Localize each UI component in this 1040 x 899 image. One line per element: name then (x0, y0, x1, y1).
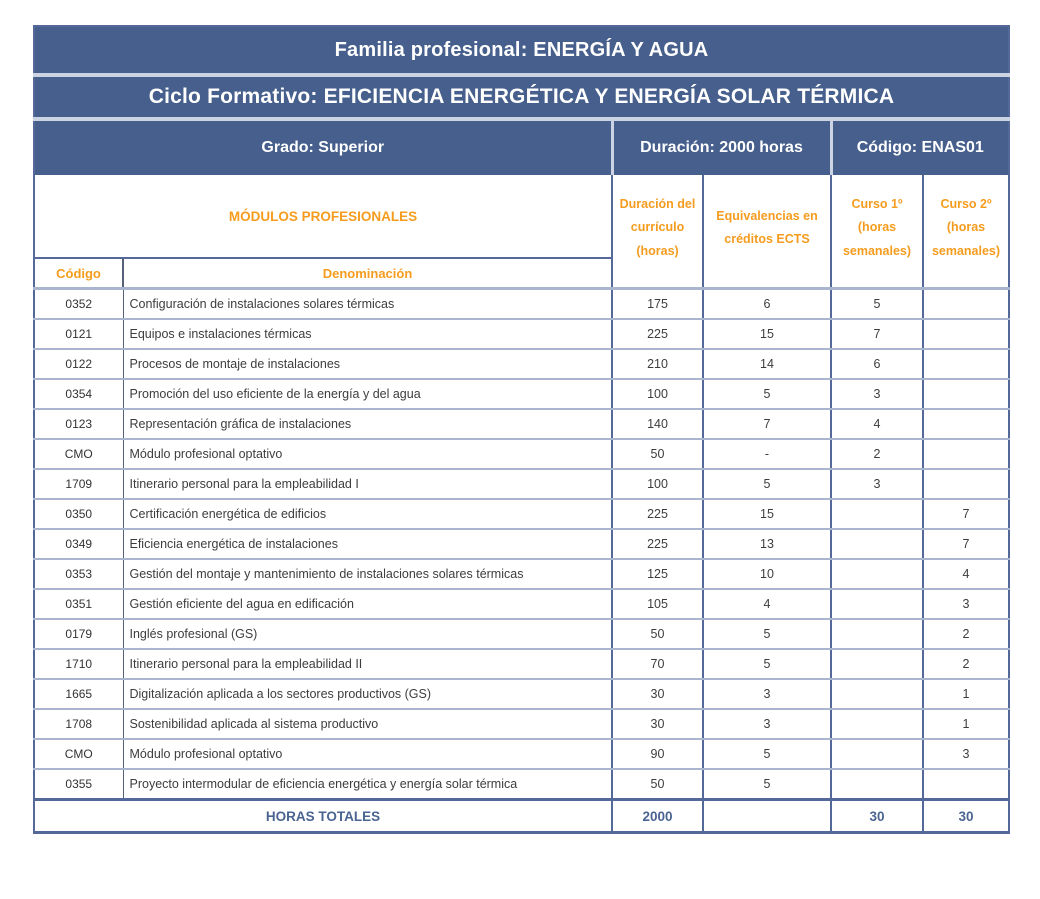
col-header-denominacion: Denominación (123, 258, 612, 289)
cell-denominacion: Itinerario personal para la empleabilidad I (123, 469, 612, 499)
cell-ects: 15 (703, 319, 831, 349)
col-header-curso2: Curso 2º (horas semanales) (923, 175, 1009, 289)
cell-ects: 5 (703, 769, 831, 800)
table-row (34, 679, 1009, 709)
cell-codigo: 0355 (34, 769, 123, 800)
cell-ects: - (703, 439, 831, 469)
cell-denominacion: Sostenibilidad aplicada al sistema productivo (123, 709, 612, 739)
curriculum-table (33, 25, 1010, 834)
cell-duracion: 140 (612, 409, 703, 439)
cell-denominacion: Promoción del uso eficiente de la energía y del agua (123, 379, 612, 409)
cell-denominacion: Configuración de instalaciones solares térmicas (123, 289, 612, 320)
cell-curso2 (923, 289, 1009, 320)
cell-denominacion: Digitalización aplicada a los sectores productivos (GS) (123, 679, 612, 709)
cell-curso1: 3 (831, 469, 923, 499)
table-row (34, 739, 1009, 769)
cell-curso2: 7 (923, 529, 1009, 559)
cell-curso1 (831, 769, 923, 800)
cell-ects: 4 (703, 589, 831, 619)
duracion-total-cell: Duración: 2000 horas (612, 119, 831, 175)
cell-denominacion: Itinerario personal para la empleabilidad II (123, 649, 612, 679)
cell-curso1 (831, 679, 923, 709)
table-row (34, 649, 1009, 679)
cell-ects: 10 (703, 559, 831, 589)
table-row (34, 559, 1009, 589)
cell-codigo: CMO (34, 739, 123, 769)
cell-denominacion: Eficiencia energética de instalaciones (123, 529, 612, 559)
cell-denominacion: Módulo profesional optativo (123, 439, 612, 469)
table-row (34, 529, 1009, 559)
cell-curso1: 5 (831, 289, 923, 320)
cell-ects: 13 (703, 529, 831, 559)
cell-duracion: 225 (612, 529, 703, 559)
cell-codigo: CMO (34, 439, 123, 469)
cell-duracion: 90 (612, 739, 703, 769)
cell-curso1 (831, 529, 923, 559)
col-header-codigo: Código (34, 258, 123, 289)
table-row (34, 709, 1009, 739)
cell-curso1 (831, 499, 923, 529)
cell-curso2: 3 (923, 589, 1009, 619)
cell-curso2 (923, 379, 1009, 409)
cell-ects: 15 (703, 499, 831, 529)
cell-curso1 (831, 739, 923, 769)
cell-duracion: 105 (612, 589, 703, 619)
cell-duracion: 50 (612, 439, 703, 469)
cell-ects: 5 (703, 649, 831, 679)
table-row (34, 589, 1009, 619)
cell-curso2: 1 (923, 679, 1009, 709)
table-row (34, 469, 1009, 499)
cell-denominacion: Gestión del montaje y mantenimiento de instalaciones solares térmicas (123, 559, 612, 589)
cell-ects: 3 (703, 709, 831, 739)
cell-duracion: 50 (612, 769, 703, 800)
total-curso2: 30 (923, 800, 1009, 833)
cell-duracion: 30 (612, 679, 703, 709)
cell-denominacion: Módulo profesional optativo (123, 739, 612, 769)
cell-codigo: 0351 (34, 589, 123, 619)
cell-denominacion: Representación gráfica de instalaciones (123, 409, 612, 439)
cell-curso1 (831, 619, 923, 649)
table-row (34, 409, 1009, 439)
cell-curso1: 2 (831, 439, 923, 469)
horas-totales-label: HORAS TOTALES (34, 800, 612, 833)
cell-denominacion: Equipos e instalaciones térmicas (123, 319, 612, 349)
cell-curso2: 2 (923, 619, 1009, 649)
cell-ects: 3 (703, 679, 831, 709)
cell-curso2 (923, 409, 1009, 439)
cell-codigo: 0349 (34, 529, 123, 559)
modulos-profesionales-header: MÓDULOS PROFESIONALES (34, 175, 612, 258)
total-curso1: 30 (831, 800, 923, 833)
total-ects (703, 800, 831, 833)
total-duracion: 2000 (612, 800, 703, 833)
table-row (34, 499, 1009, 529)
cell-codigo: 1710 (34, 649, 123, 679)
cell-ects: 5 (703, 469, 831, 499)
cell-duracion: 175 (612, 289, 703, 320)
col-header-ects: Equivalencias en créditos ECTS (703, 175, 831, 289)
cell-ects: 5 (703, 619, 831, 649)
cell-curso2 (923, 319, 1009, 349)
cell-curso2: 4 (923, 559, 1009, 589)
cell-ects: 5 (703, 739, 831, 769)
cell-curso1 (831, 649, 923, 679)
cell-curso1 (831, 709, 923, 739)
cell-denominacion: Inglés profesional (GS) (123, 619, 612, 649)
cell-denominacion: Proyecto intermodular de eficiencia energética y energía solar térmica (123, 769, 612, 800)
table-row (34, 349, 1009, 379)
familia-profesional-title: Familia profesional: ENERGÍA Y AGUA (34, 26, 1009, 75)
col-header-curso1: Curso 1º (horas semanales) (831, 175, 923, 289)
cell-curso1: 4 (831, 409, 923, 439)
cell-curso2 (923, 439, 1009, 469)
cell-ects: 6 (703, 289, 831, 320)
cell-denominacion: Certificación energética de edificios (123, 499, 612, 529)
cell-denominacion: Gestión eficiente del agua en edificación (123, 589, 612, 619)
cell-codigo: 0179 (34, 619, 123, 649)
cell-curso2: 3 (923, 739, 1009, 769)
cell-curso1 (831, 589, 923, 619)
table-row (34, 379, 1009, 409)
cell-curso2: 1 (923, 709, 1009, 739)
table-row (34, 289, 1009, 320)
cell-duracion: 70 (612, 649, 703, 679)
cell-duracion: 210 (612, 349, 703, 379)
cell-curso2: 2 (923, 649, 1009, 679)
cell-duracion: 225 (612, 319, 703, 349)
cell-curso1 (831, 559, 923, 589)
cell-duracion: 125 (612, 559, 703, 589)
col-header-duracion: Duración del currículo (horas) (612, 175, 703, 289)
cell-curso2 (923, 469, 1009, 499)
cell-codigo: 1665 (34, 679, 123, 709)
cell-ects: 7 (703, 409, 831, 439)
cell-curso1: 6 (831, 349, 923, 379)
table-row (34, 619, 1009, 649)
table-row (34, 319, 1009, 349)
cell-duracion: 225 (612, 499, 703, 529)
cell-denominacion: Procesos de montaje de instalaciones (123, 349, 612, 379)
cell-duracion: 50 (612, 619, 703, 649)
table-row (34, 769, 1009, 800)
cell-curso1: 3 (831, 379, 923, 409)
cell-codigo: 0352 (34, 289, 123, 320)
module-rows (34, 289, 1009, 800)
cell-codigo: 0121 (34, 319, 123, 349)
cell-curso2: 7 (923, 499, 1009, 529)
cell-curso2 (923, 349, 1009, 379)
cell-codigo: 0354 (34, 379, 123, 409)
cell-codigo: 0122 (34, 349, 123, 379)
ciclo-formativo-title: Ciclo Formativo: EFICIENCIA ENERGÉTICA Y ENERGÍA SOLAR TÉRMICA (34, 75, 1009, 119)
cell-ects: 5 (703, 379, 831, 409)
cell-codigo: 0123 (34, 409, 123, 439)
cell-codigo: 1708 (34, 709, 123, 739)
cell-duracion: 30 (612, 709, 703, 739)
cell-duracion: 100 (612, 469, 703, 499)
codigo-ciclo-cell: Código: ENAS01 (831, 119, 1009, 175)
cell-curso1: 7 (831, 319, 923, 349)
cell-curso2 (923, 769, 1009, 800)
grado-cell: Grado: Superior (34, 119, 612, 175)
cell-codigo: 1709 (34, 469, 123, 499)
cell-duracion: 100 (612, 379, 703, 409)
table-row (34, 439, 1009, 469)
cell-codigo: 0353 (34, 559, 123, 589)
cell-ects: 14 (703, 349, 831, 379)
cell-codigo: 0350 (34, 499, 123, 529)
